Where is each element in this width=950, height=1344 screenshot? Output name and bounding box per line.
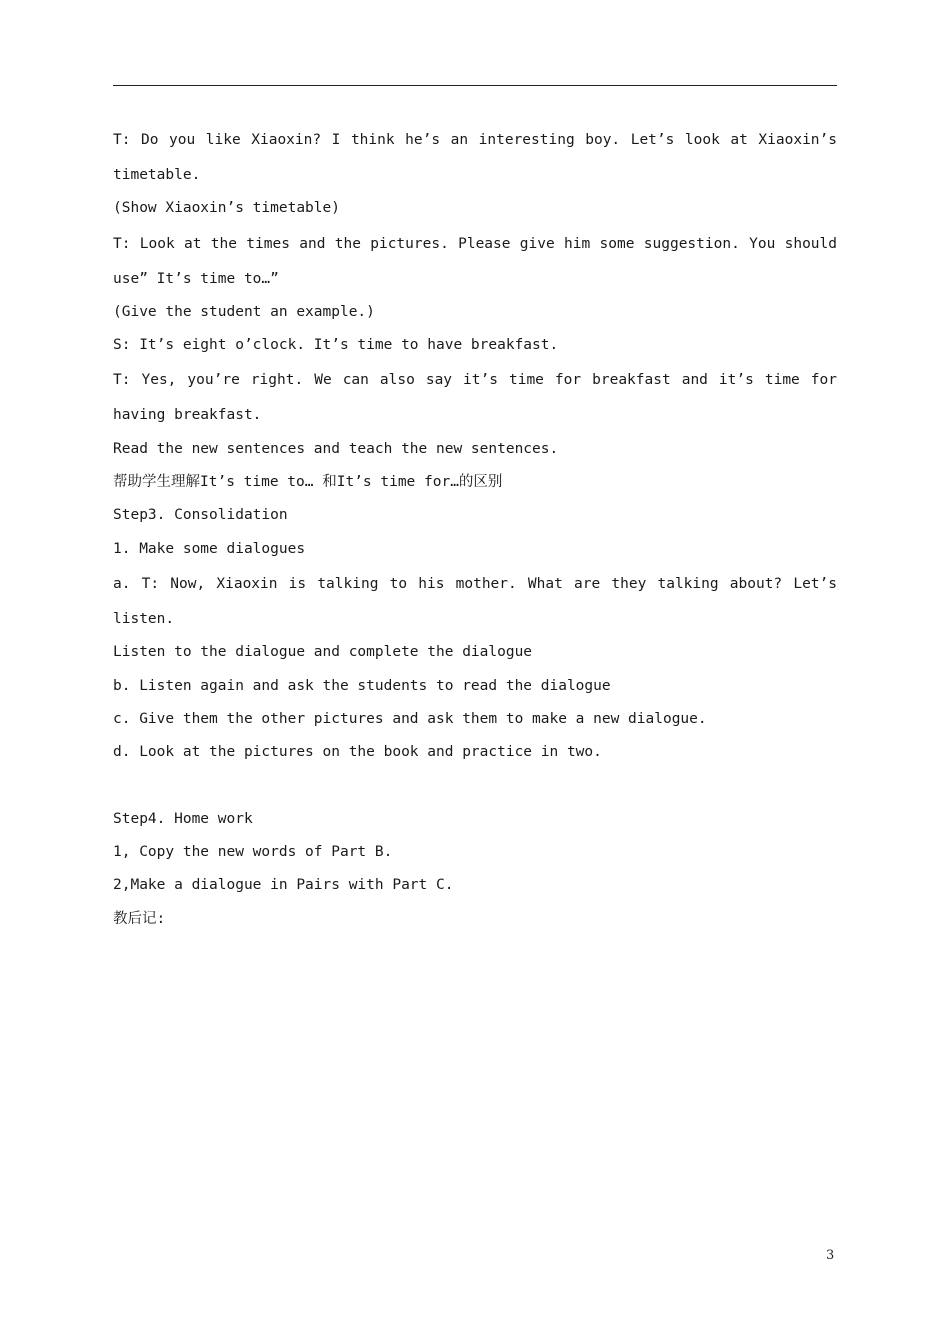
text-line: T: Yes, you’re right. We can also say it’s time for breakfast and it’s time for <box>113 372 837 389</box>
text-line: Listen to the dialogue and complete the dialogue <box>113 644 533 661</box>
header-rule <box>113 85 837 86</box>
text-line: T: Do you like Xiaoxin? I think he’s an interesting boy. Let’s look at Xiaoxin’s <box>113 132 837 148</box>
text-line: (Show Xiaoxin’s timetable) <box>113 200 340 217</box>
text-line: d. Look at the pictures on the book and practice in two. <box>113 744 602 761</box>
text-line: S: It’s eight o’clock. It’s time to have breakfast. <box>113 337 559 354</box>
text-line: b. Listen again and ask the students to read the dialogue <box>113 677 611 694</box>
text-line: Read the new sentences and teach the new sentences. <box>113 440 559 457</box>
text-line: listen. <box>113 610 175 627</box>
text-line: 1. Make some dialogues <box>113 540 306 557</box>
text-line: 2,Make a dialogue in Pairs with Part C. <box>113 877 454 894</box>
text-line: use” It’s time to…” <box>113 270 279 287</box>
text-line: 1, Copy the new words of Part B. <box>113 844 393 861</box>
section-heading: Step3. Consolidation <box>113 507 288 524</box>
page-number: 3 <box>826 1248 835 1263</box>
text-line: (Give the student an example.) <box>113 303 375 320</box>
text-line: timetable. <box>113 167 201 183</box>
blank-line <box>113 769 837 802</box>
text-line: T: Look at the times and the pictures. Please give him some suggestion. You should <box>113 235 837 252</box>
text-line: a. T: Now, Xiaoxin is talking to his mother. What are they talking about? Let’s <box>113 575 837 592</box>
text-line: c. Give them the other pictures and ask them to make a new dialogue. <box>113 710 707 727</box>
section-heading: Step4. Home work <box>113 810 253 827</box>
text-line: 帮助学生理解It’s time to… 和It’s time for…的区别 <box>113 474 503 491</box>
text-line: 教后记: <box>113 910 166 927</box>
text-line: having breakfast. <box>113 407 262 424</box>
document-body <box>113 122 837 936</box>
